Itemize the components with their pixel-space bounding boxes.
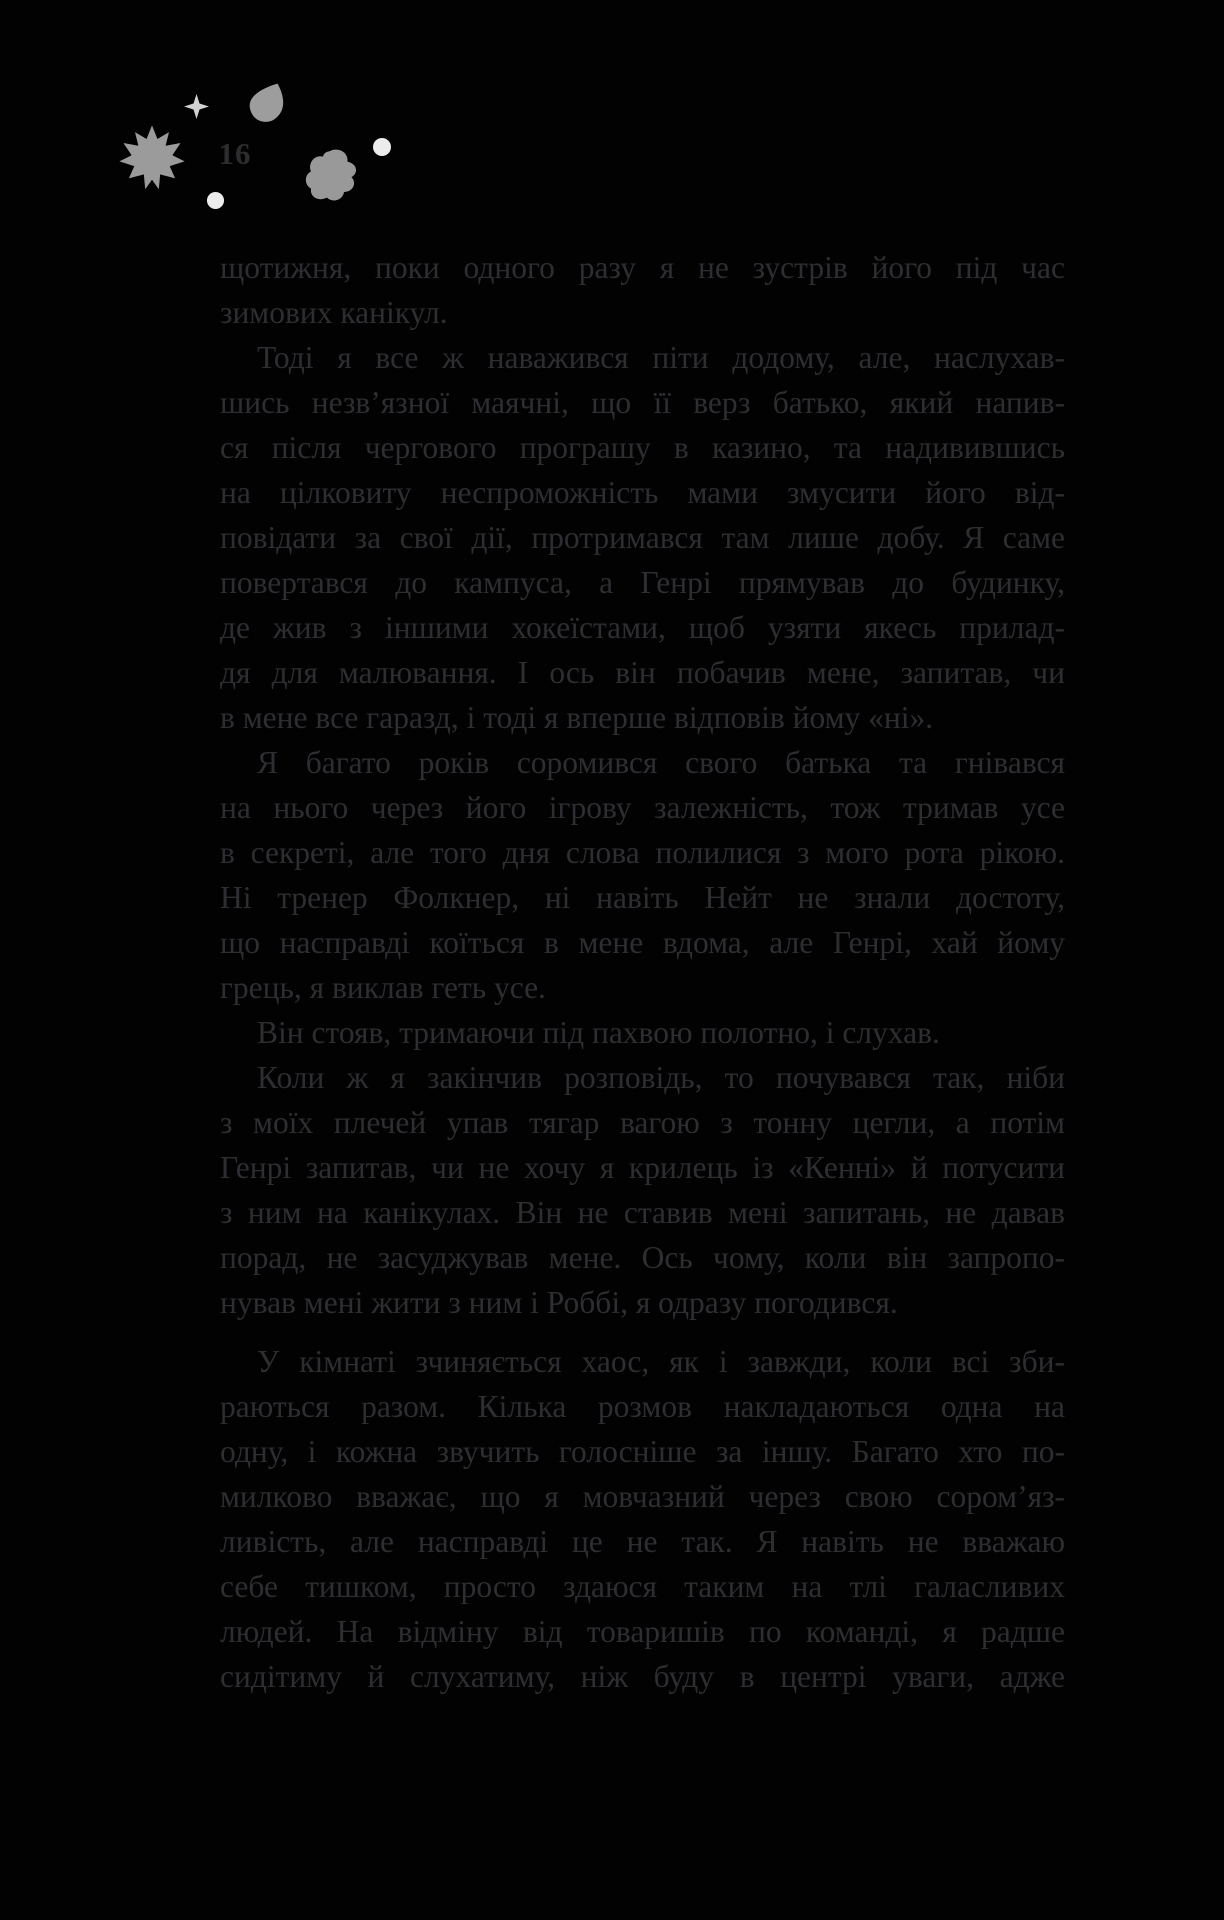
- text-line: милково вважає, що я мовчазний через свою сором’яз-: [220, 1479, 1065, 1514]
- text-line: з ним на канікулах. Він не ставив мені запитань, не давав: [220, 1195, 1065, 1230]
- text-line: Коли ж я закінчив розповідь, то почувався так, ніби: [257, 1060, 1065, 1095]
- text-line: Тоді я все ж наважився піти додому, але, наслухав-: [257, 340, 1065, 375]
- text-line: в мене все гаразд, і тоді я вперше відповів йому «ні».: [220, 700, 934, 735]
- text-line: Я багато років соромився свого батька та гнівався: [257, 745, 1065, 780]
- maple-leaf-icon: [118, 122, 186, 194]
- dot-icon: [206, 191, 225, 210]
- paragraph: [220, 1339, 1065, 1699]
- paragraph: [220, 1055, 1065, 1325]
- text-line: себе тишком, просто здаюся таким на тлі галасливих: [220, 1569, 1065, 1604]
- dot-icon: [372, 137, 392, 157]
- dot-shape: [373, 138, 391, 156]
- text-line: Генрі запитав, чи не хочу я крилець із «Кенні» й потусити: [220, 1150, 1065, 1185]
- text-line: раються разом. Кілька розмов накладаються одна на: [220, 1389, 1065, 1424]
- oak-leaf-shape: [306, 150, 356, 201]
- text-line: Ні тренер Фолкнер, ні навіть Нейт не знали достоту,: [220, 880, 1065, 915]
- text-line: нував мені жити з ним і Роббі, я одразу погодився.: [220, 1285, 898, 1320]
- paragraph: [220, 245, 1065, 335]
- text-line: шись незв’язної маячні, що її верз батько, який напив-: [220, 385, 1065, 420]
- text-block: [220, 245, 1065, 1699]
- text-line: в секреті, але того дня слова полилися з мого рота рікою.: [220, 835, 1065, 870]
- text-line: зимових канікул.: [220, 295, 448, 330]
- text-line: на цілковиту неспроможність мами змусити його від-: [220, 475, 1065, 510]
- text-line: повідати за свої дії, протримався там лише добу. Я саме: [220, 520, 1065, 555]
- paragraph: [220, 740, 1065, 1010]
- text-line: сидітиму й слухатиму, ніж буду в центрі уваги, адже: [220, 1659, 1065, 1694]
- text-line: на нього через його ігрову залежність, тож тримав усе: [220, 790, 1065, 825]
- text-line: де жив з іншими хокеїстами, щоб узяти якесь прилад-: [220, 610, 1065, 645]
- text-line: повертався до кампуса, а Генрі прямував до будинку,: [220, 565, 1065, 600]
- text-line: дя для малювання. І ось він побачив мене, запитав, чи: [220, 655, 1065, 690]
- sparkle-icon: [184, 93, 209, 120]
- text-line: У кімнаті зчиняється хаос, як і завжди, коли всі зби-: [257, 1344, 1065, 1379]
- text-line: людей. На відміну від товаришів по команді, я радше: [220, 1614, 1065, 1649]
- text-line: Він стояв, тримаючи під пахвою полотно, і слухав.: [257, 1015, 940, 1050]
- dot-shape: [207, 192, 224, 209]
- page-number: 16: [218, 136, 252, 171]
- text-line: що насправді коїться в мене вдома, але Генрі, хай йому: [220, 925, 1065, 960]
- text-line: грець, я виклав геть усе.: [220, 970, 546, 1005]
- text-line: ливість, але насправді це не так. Я навіть не вважаю: [220, 1524, 1065, 1559]
- text-line: щотижня, поки одного разу я не зустрів його під час: [220, 250, 1065, 285]
- teardrop-leaf-shape: [246, 77, 290, 126]
- text-line: з моїх плечей упав тягар вагою з тонну цегли, а потім: [220, 1105, 1065, 1140]
- text-line: одну, і кожна звучить голосніше за іншу. Багато хто по-: [220, 1434, 1065, 1469]
- teardrop-leaf-icon: [245, 76, 290, 130]
- text-line: порад, не засуджував мене. Ось чому, коли він запропо-: [220, 1240, 1065, 1275]
- sparkle-shape: [184, 94, 209, 119]
- paragraph: [220, 335, 1065, 740]
- text-line: ся після чергового програшу в казино, та надивившись: [220, 430, 1065, 465]
- oak-leaf-icon: [303, 146, 360, 206]
- maple-leaf-shape: [119, 125, 184, 189]
- paragraph: [220, 1010, 1065, 1055]
